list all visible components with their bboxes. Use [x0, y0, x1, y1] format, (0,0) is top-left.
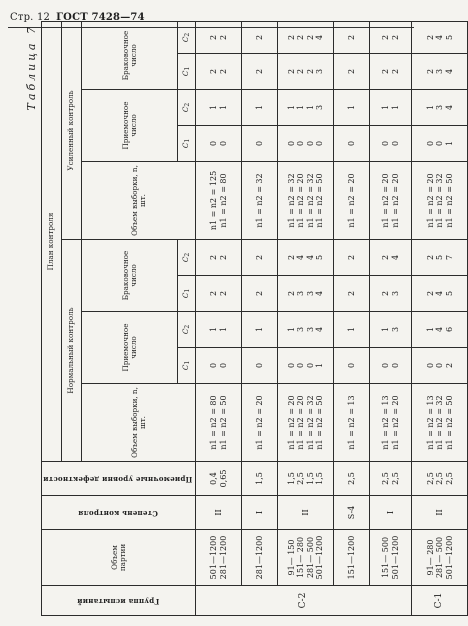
cell-line: 2 — [209, 254, 219, 261]
table-row — [370, 22, 412, 616]
cell-line: n1 = n2 = 50 — [444, 173, 454, 228]
rej-normal-c2-cell — [242, 240, 278, 276]
col-c2: C2 — [178, 240, 196, 276]
col-c1: C1 — [178, 126, 196, 162]
cell-line: 1,5 — [315, 472, 325, 485]
cell-line: 2 — [381, 34, 391, 41]
table-caption: Таблица 7 — [25, 24, 38, 111]
cell-line: 0 — [305, 362, 315, 369]
cell-line: n1 = n2 = 20 — [347, 173, 357, 228]
cell-line: n1 = n2 = 32 — [305, 395, 315, 450]
rej-normal-c1-cell — [412, 276, 468, 312]
cell-line: 2 — [286, 34, 296, 41]
cell-line: 2 — [425, 254, 435, 261]
cell-line: 281—1200 — [255, 535, 265, 580]
rej-tight-c2-cell — [242, 22, 278, 54]
table-body — [196, 22, 468, 616]
col-normal: Нормальный контроль — [62, 240, 82, 462]
sample-normal-cell — [196, 384, 242, 462]
group-cell: С-2 — [196, 586, 412, 616]
cell-line: 4 — [315, 290, 325, 297]
col-c2: C2 — [178, 312, 196, 348]
acc-normal-c1-cell — [196, 348, 242, 384]
lot-cell — [242, 530, 278, 586]
cell-line: 2,5 — [390, 472, 400, 485]
cell-line: 2 — [296, 34, 306, 41]
sample-tight-cell — [412, 162, 468, 240]
rej-normal-c2-cell — [196, 240, 242, 276]
sample-tight-cell — [196, 162, 242, 240]
cell-line: 281—1200 — [218, 535, 228, 580]
rej-normal-c2-cell — [278, 240, 334, 276]
col-rej-normal: Браковочное число — [82, 240, 178, 312]
cell-line: 4 — [435, 326, 445, 333]
cell-line: 5 — [444, 290, 454, 297]
sample-normal-cell — [242, 384, 278, 462]
cell-line: 0 — [347, 140, 357, 147]
cell-line: n1 = n2 = 20 — [296, 395, 306, 450]
rej-tight-c1-cell — [242, 54, 278, 90]
table-row — [196, 22, 242, 616]
cell-line: 2 — [209, 68, 219, 75]
cell-line: 151— 500 — [381, 536, 391, 579]
standard-code: ГОСТ 7428—74 — [56, 12, 145, 23]
col-plan: План контроля — [42, 22, 62, 462]
cell-line: 2 — [425, 34, 435, 41]
cell-line: 2 — [381, 290, 391, 297]
cell-line: 0 — [209, 140, 219, 147]
aql-cell — [412, 462, 468, 496]
col-c1: C1 — [178, 54, 196, 90]
cell-line: 2 — [286, 290, 296, 297]
acc-normal-c2-cell — [370, 312, 412, 348]
aql-cell — [196, 462, 242, 496]
cell-line: 6 — [444, 326, 454, 333]
cell-line: 4 — [435, 34, 445, 41]
cell-line: 1 — [209, 104, 219, 111]
cell-line: 2 — [286, 254, 296, 261]
cell-line: n1 = n2 = 32 — [435, 173, 445, 228]
cell-line: 501—1200 — [315, 535, 325, 580]
lot-cell — [196, 530, 242, 586]
cell-line: 0 — [381, 362, 391, 369]
cell-line: 501—1200 — [209, 535, 219, 580]
cell-line: 281— 500 — [305, 536, 315, 579]
cell-line: 2 — [255, 68, 265, 75]
rej-normal-c2-cell — [412, 240, 468, 276]
acc-tight-c2-cell — [242, 90, 278, 126]
cell-line: 3 — [296, 326, 306, 333]
level-cell: II — [278, 496, 334, 530]
col-c1: C1 — [178, 276, 196, 312]
cell-line: 2 — [347, 68, 357, 75]
lot-cell — [334, 530, 370, 586]
cell-line: 3 — [315, 104, 325, 111]
acc-normal-c2-cell — [278, 312, 334, 348]
cell-line: n1 = n2 = 50 — [218, 395, 228, 450]
cell-line: 0 — [425, 362, 435, 369]
cell-line: 3 — [305, 290, 315, 297]
cell-line: n1 = n2 = 13 — [381, 395, 391, 450]
cell-line: n1 = n2 = 20 — [286, 395, 296, 450]
cell-line: 1 — [425, 326, 435, 333]
rej-tight-c2-cell — [370, 22, 412, 54]
cell-line: 2 — [218, 68, 228, 75]
cell-line: 1 — [255, 326, 265, 333]
acc-tight-c1-cell — [242, 126, 278, 162]
cell-line: 3 — [435, 68, 445, 75]
col-c2: C2 — [178, 22, 196, 54]
aql-cell — [370, 462, 412, 496]
cell-line: 2,5 — [444, 472, 454, 485]
aql-cell — [334, 462, 370, 496]
cell-line: n1 = n2 = 32 — [305, 173, 315, 228]
col-level: Степень контроля — [42, 496, 196, 530]
table-row — [334, 22, 370, 616]
rej-tight-c1-cell — [370, 54, 412, 90]
rej-tight-c1-cell — [196, 54, 242, 90]
acc-normal-c2-cell — [334, 312, 370, 348]
cell-line: 0,4 — [209, 472, 219, 485]
cell-line: n1 = n2 = 50 — [315, 395, 325, 450]
rej-tight-c2-cell — [412, 22, 468, 54]
cell-line: 2 — [255, 254, 265, 261]
cell-line: 0 — [305, 140, 315, 147]
cell-line: n1 = n2 = 20 — [255, 395, 265, 450]
lot-cell — [412, 530, 468, 586]
cell-line: n1 = n2 = 20 — [390, 173, 400, 228]
sample-tight-cell — [334, 162, 370, 240]
rej-tight-c1-cell — [334, 54, 370, 90]
cell-line: 0 — [296, 362, 306, 369]
level-cell: S-4 — [334, 496, 370, 530]
cell-line: 4 — [315, 326, 325, 333]
sample-normal-cell — [412, 384, 468, 462]
rej-normal-c1-cell — [278, 276, 334, 312]
cell-line: 1,5 — [255, 472, 265, 485]
cell-line: 1 — [381, 326, 391, 333]
cell-line: n1 = n2 = 20 — [425, 173, 435, 228]
cell-line: 5 — [435, 254, 445, 261]
cell-line: n1 = n2 = 20 — [296, 173, 306, 228]
cell-line: 2 — [296, 68, 306, 75]
col-sample-normal: Объем выборки, n, шт. — [82, 384, 196, 462]
cell-line: 2 — [305, 34, 315, 41]
cell-line: n1 = n2 = 32 — [435, 395, 445, 450]
rej-tight-c2-cell — [196, 22, 242, 54]
acc-normal-c2-cell — [196, 312, 242, 348]
cell-line: n1 = n2 = 125 — [209, 170, 219, 231]
cell-line: n1 = n2 = 20 — [381, 173, 391, 228]
rej-normal-c2-cell — [370, 240, 412, 276]
cell-line: 0 — [390, 362, 400, 369]
sample-tight-cell — [278, 162, 334, 240]
rotated-table-page — [21, 22, 454, 616]
table-row — [278, 22, 334, 616]
cell-line: 0 — [390, 140, 400, 147]
cell-line: 7 — [444, 254, 454, 261]
cell-line: 281— 500 — [435, 536, 445, 579]
cell-line: 0 — [218, 362, 228, 369]
cell-line: 2 — [390, 68, 400, 75]
rej-normal-c1-cell — [242, 276, 278, 312]
col-group: Группа испытаний — [42, 586, 196, 616]
cell-line: 2 — [347, 254, 357, 261]
cell-line: 1 — [315, 362, 325, 369]
rej-tight-c1-cell — [412, 54, 468, 90]
cell-line: 0 — [218, 140, 228, 147]
cell-line: 2,5 — [347, 472, 357, 485]
cell-line: n1 = n2 = 80 — [218, 173, 228, 228]
acc-tight-c2-cell — [278, 90, 334, 126]
cell-line: 1 — [347, 326, 357, 333]
cell-line: 1 — [296, 104, 306, 111]
cell-line: 2 — [218, 34, 228, 41]
cell-line: 4 — [390, 254, 400, 261]
acc-normal-c1-cell — [242, 348, 278, 384]
cell-line: 1,5 — [305, 472, 315, 485]
cell-line: 3 — [435, 104, 445, 111]
cell-line: 1 — [209, 326, 219, 333]
cell-line: 501—1200 — [390, 535, 400, 580]
cell-line: 151—1200 — [347, 535, 357, 580]
cell-line: 2 — [218, 290, 228, 297]
acc-tight-c1-cell — [370, 126, 412, 162]
cell-line: 4 — [296, 254, 306, 261]
cell-line: 91— 150 — [286, 539, 296, 576]
acc-tight-c1-cell — [412, 126, 468, 162]
cell-line: 1 — [255, 104, 265, 111]
acc-normal-c1-cell — [412, 348, 468, 384]
cell-line: n1 = n2 = 50 — [315, 173, 325, 228]
sample-normal-cell — [370, 384, 412, 462]
acc-tight-c1-cell — [334, 126, 370, 162]
cell-line: 1 — [218, 104, 228, 111]
col-c1: C1 — [178, 348, 196, 384]
sample-tight-cell — [242, 162, 278, 240]
cell-line: 1 — [381, 104, 391, 111]
acc-tight-c2-cell — [412, 90, 468, 126]
cell-line: 1 — [425, 104, 435, 111]
acceptance-plan-table — [41, 21, 468, 616]
lot-cell — [370, 530, 412, 586]
sample-normal-cell — [278, 384, 334, 462]
acc-normal-c2-cell — [412, 312, 468, 348]
cell-line: 3 — [305, 326, 315, 333]
cell-line: n1 = n2 = 13 — [425, 395, 435, 450]
cell-line: 2 — [425, 68, 435, 75]
cell-line: 3 — [315, 68, 325, 75]
col-sample-tight: Объем выборки, n, шт. — [82, 162, 196, 240]
cell-line: 2,5 — [435, 472, 445, 485]
acc-tight-c2-cell — [334, 90, 370, 126]
cell-line: 4 — [315, 34, 325, 41]
rej-normal-c2-cell — [334, 240, 370, 276]
page-number: Стр. 12 — [10, 12, 51, 23]
cell-line: 2 — [255, 290, 265, 297]
cell-line: 2,5 — [296, 472, 306, 485]
cell-line: 2 — [305, 68, 315, 75]
cell-line: 0 — [435, 362, 445, 369]
cell-line: 4 — [444, 68, 454, 75]
table-row — [242, 22, 278, 616]
cell-line: 3 — [390, 290, 400, 297]
table-row — [412, 22, 468, 616]
cell-line: n1 = n2 = 32 — [286, 173, 296, 228]
cell-line: 2 — [286, 68, 296, 75]
cell-line: 501—1200 — [444, 535, 454, 580]
cell-line: n1 = n2 = 50 — [444, 395, 454, 450]
rej-tight-c1-cell — [278, 54, 334, 90]
cell-line: 5 — [444, 34, 454, 41]
cell-line: 0 — [255, 140, 265, 147]
level-cell: I — [242, 496, 278, 530]
acc-tight-c2-cell — [370, 90, 412, 126]
acc-tight-c1-cell — [278, 126, 334, 162]
cell-line: 1 — [286, 104, 296, 111]
col-lot: Объем партии — [42, 530, 196, 586]
cell-line: 0 — [435, 140, 445, 147]
col-acc-normal: Приемочное число — [82, 312, 178, 384]
cell-line: n1 = n2 = 13 — [347, 395, 357, 450]
cell-line: 3 — [296, 290, 306, 297]
cell-line: 91— 280 — [425, 539, 435, 576]
cell-line: 0 — [286, 362, 296, 369]
acc-normal-c2-cell — [242, 312, 278, 348]
cell-line: 1 — [286, 326, 296, 333]
cell-line: 2 — [347, 290, 357, 297]
col-tightened: Усиленный контроль — [62, 22, 82, 240]
acc-normal-c1-cell — [278, 348, 334, 384]
cell-line: 2 — [347, 34, 357, 41]
acc-tight-c1-cell — [196, 126, 242, 162]
acc-normal-c1-cell — [370, 348, 412, 384]
cell-line: 0 — [296, 140, 306, 147]
rej-normal-c1-cell — [370, 276, 412, 312]
aql-cell — [242, 462, 278, 496]
aql-cell — [278, 462, 334, 496]
cell-line: 2 — [381, 68, 391, 75]
cell-line: 2 — [444, 362, 454, 369]
cell-line: 2 — [209, 34, 219, 41]
cell-line: 4 — [435, 290, 445, 297]
cell-line: 4 — [444, 104, 454, 111]
cell-line: 2,5 — [425, 472, 435, 485]
cell-line: 1 — [444, 140, 454, 147]
cell-line: 0 — [347, 362, 357, 369]
level-cell: II — [412, 496, 468, 530]
sample-normal-cell — [334, 384, 370, 462]
col-aql: Приемочные уровни дефектности — [42, 462, 196, 496]
cell-line: n1 = n2 = 20 — [390, 395, 400, 450]
rej-tight-c2-cell — [278, 22, 334, 54]
cell-line: n1 = n2 = 32 — [255, 173, 265, 228]
group-cell: С-1 — [412, 586, 468, 616]
cell-line: 4 — [305, 254, 315, 261]
rej-normal-c1-cell — [334, 276, 370, 312]
cell-line: 2,5 — [381, 472, 391, 485]
cell-line: 2 — [390, 34, 400, 41]
acc-tight-c2-cell — [196, 90, 242, 126]
cell-line: 1,5 — [286, 472, 296, 485]
cell-line: 0 — [209, 362, 219, 369]
cell-line: 2 — [425, 290, 435, 297]
cell-line: 0 — [425, 140, 435, 147]
cell-line: 0 — [381, 140, 391, 147]
cell-line: 0 — [315, 140, 325, 147]
cell-line: 2 — [381, 254, 391, 261]
cell-line: 1 — [305, 104, 315, 111]
level-cell: I — [370, 496, 412, 530]
cell-line: 1 — [390, 104, 400, 111]
cell-line: 1 — [218, 326, 228, 333]
rej-normal-c1-cell — [196, 276, 242, 312]
sample-tight-cell — [370, 162, 412, 240]
cell-line: 0 — [286, 140, 296, 147]
cell-line: 0 — [255, 362, 265, 369]
level-cell: II — [196, 496, 242, 530]
cell-line: 2 — [209, 290, 219, 297]
cell-line: 0,65 — [218, 469, 228, 488]
col-rej-tight: Браковочное число — [82, 22, 178, 90]
cell-line: 5 — [315, 254, 325, 261]
col-acc-tight: Приемочное число — [82, 90, 178, 162]
cell-line: n1 = n2 = 80 — [209, 395, 219, 450]
rej-tight-c2-cell — [334, 22, 370, 54]
cell-line: 2 — [218, 254, 228, 261]
acc-normal-c1-cell — [334, 348, 370, 384]
lot-cell — [278, 530, 334, 586]
cell-line: 1 — [347, 104, 357, 111]
cell-line: 2 — [255, 34, 265, 41]
col-c2: C2 — [178, 90, 196, 126]
cell-line: 3 — [390, 326, 400, 333]
cell-line: 151— 280 — [296, 536, 306, 579]
